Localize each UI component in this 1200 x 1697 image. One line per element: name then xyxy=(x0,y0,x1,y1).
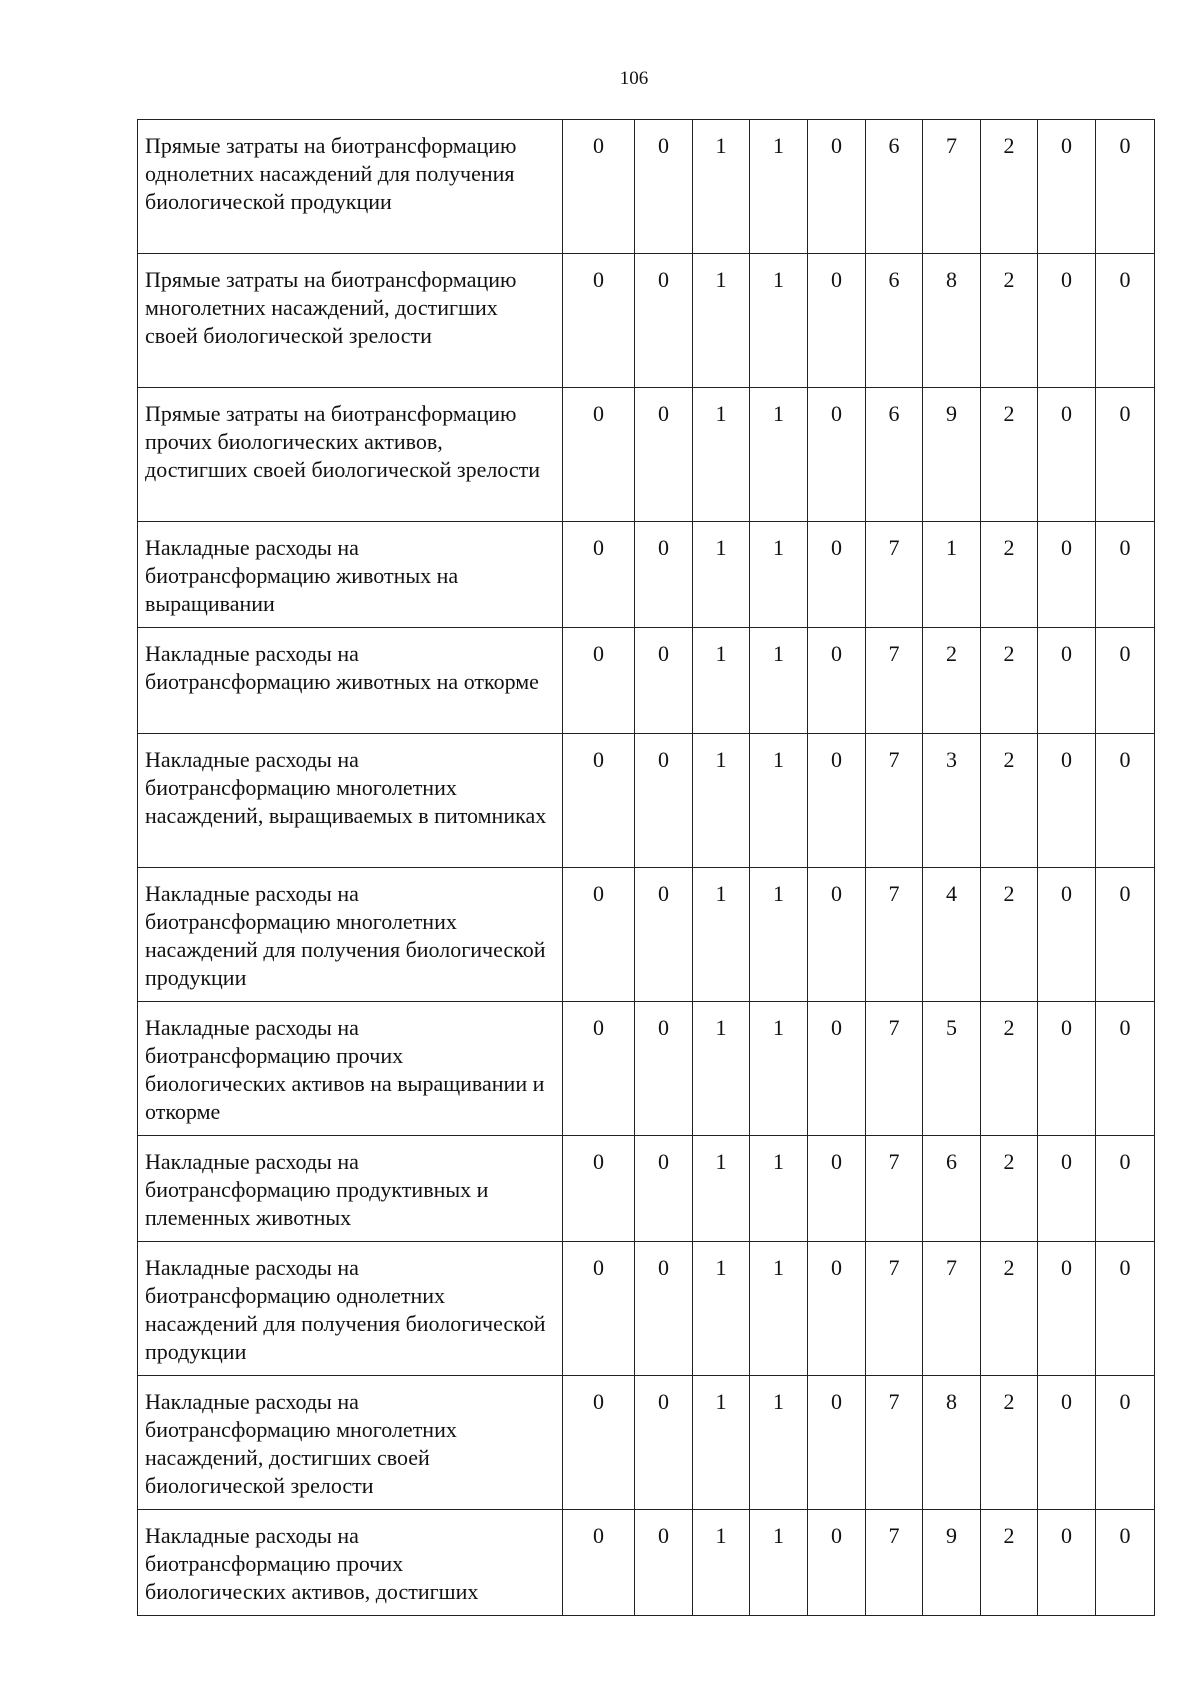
code-digit: 0 xyxy=(635,1136,693,1242)
code-digit: 1 xyxy=(750,388,808,522)
code-digit: 0 xyxy=(1096,1136,1155,1242)
row-label: Прямые затраты на биотрансформацию прочих биологических активов, достигших своей биологической зрелости xyxy=(138,388,563,522)
code-digit: 0 xyxy=(635,254,693,388)
code-digit: 8 xyxy=(923,1376,981,1510)
code-digit: 7 xyxy=(866,868,923,1002)
code-digit: 0 xyxy=(808,388,866,522)
table-row xyxy=(138,522,1155,628)
row-label: Накладные расходы на биотрансформацию животных на откорме xyxy=(138,628,563,734)
code-digit: 0 xyxy=(635,734,693,868)
code-digit: 0 xyxy=(563,1242,635,1376)
code-digit: 1 xyxy=(693,1510,750,1616)
code-digit: 7 xyxy=(923,1242,981,1376)
table-row xyxy=(138,868,1155,1002)
code-digit: 0 xyxy=(808,628,866,734)
code-digit: 2 xyxy=(981,1002,1038,1136)
code-digit: 1 xyxy=(693,1242,750,1376)
code-digit: 1 xyxy=(693,868,750,1002)
code-digit: 0 xyxy=(808,1510,866,1616)
code-digit: 0 xyxy=(635,1376,693,1510)
code-digit: 0 xyxy=(808,1002,866,1136)
code-digit: 0 xyxy=(1038,254,1096,388)
code-digit: 2 xyxy=(981,1510,1038,1616)
code-digit: 0 xyxy=(1096,388,1155,522)
code-digit: 2 xyxy=(981,1376,1038,1510)
code-digit: 0 xyxy=(808,1136,866,1242)
code-digit: 0 xyxy=(1096,522,1155,628)
row-label: Накладные расходы на биотрансформацию прочих биологических активов на выращивании и откорме xyxy=(138,1002,563,1136)
code-digit: 0 xyxy=(1096,868,1155,1002)
row-label: Накладные расходы на биотрансформацию многолетних насаждений, достигших своей биологической зрелости xyxy=(138,1376,563,1510)
code-digit: 0 xyxy=(1096,120,1155,254)
row-label: Прямые затраты на биотрансформацию однолетних насаждений для получения биологической продукции xyxy=(138,120,563,254)
code-digit: 0 xyxy=(1038,120,1096,254)
code-digit: 1 xyxy=(693,628,750,734)
code-digit: 0 xyxy=(563,734,635,868)
code-digit: 6 xyxy=(866,254,923,388)
code-digit: 7 xyxy=(866,1510,923,1616)
code-digit: 1 xyxy=(750,1376,808,1510)
code-digit: 1 xyxy=(693,1376,750,1510)
code-digit: 0 xyxy=(808,522,866,628)
code-digit: 7 xyxy=(866,1242,923,1376)
code-digit: 0 xyxy=(1038,1242,1096,1376)
code-digit: 7 xyxy=(866,522,923,628)
code-digit: 0 xyxy=(1038,388,1096,522)
code-digit: 2 xyxy=(981,1242,1038,1376)
code-digit: 0 xyxy=(635,120,693,254)
table-row xyxy=(138,254,1155,388)
row-label: Накладные расходы на биотрансформацию многолетних насаждений для получения биологической продукции xyxy=(138,868,563,1002)
code-digit: 0 xyxy=(563,628,635,734)
table-body xyxy=(138,120,1155,1616)
code-digit: 0 xyxy=(1096,1002,1155,1136)
table-row xyxy=(138,734,1155,868)
code-digit: 0 xyxy=(1096,1242,1155,1376)
code-digit: 5 xyxy=(923,1002,981,1136)
row-label: Прямые затраты на биотрансформацию многолетних насаждений, достигших своей биологической зрелости xyxy=(138,254,563,388)
code-digit: 1 xyxy=(750,1242,808,1376)
code-digit: 9 xyxy=(923,1510,981,1616)
code-digit: 1 xyxy=(750,734,808,868)
code-digit: 0 xyxy=(635,1002,693,1136)
cost-code-table xyxy=(137,119,1155,1616)
code-digit: 0 xyxy=(563,868,635,1002)
code-digit: 0 xyxy=(808,254,866,388)
code-digit: 0 xyxy=(1038,1510,1096,1616)
code-digit: 1 xyxy=(693,254,750,388)
code-digit: 0 xyxy=(1038,868,1096,1002)
code-digit: 4 xyxy=(923,868,981,1002)
code-digit: 1 xyxy=(750,1136,808,1242)
code-digit: 0 xyxy=(635,628,693,734)
code-digit: 9 xyxy=(923,388,981,522)
page-number: 106 xyxy=(619,68,649,89)
code-digit: 1 xyxy=(750,120,808,254)
code-digit: 2 xyxy=(923,628,981,734)
code-digit: 2 xyxy=(981,1136,1038,1242)
code-digit: 7 xyxy=(866,1002,923,1136)
row-label: Накладные расходы на биотрансформацию многолетних насаждений, выращиваемых в питомниках xyxy=(138,734,563,868)
code-digit: 1 xyxy=(750,1510,808,1616)
code-digit: 1 xyxy=(693,734,750,868)
code-digit: 1 xyxy=(693,388,750,522)
code-digit: 0 xyxy=(635,1242,693,1376)
code-digit: 1 xyxy=(693,120,750,254)
code-digit: 6 xyxy=(923,1136,981,1242)
code-digit: 0 xyxy=(563,522,635,628)
code-digit: 0 xyxy=(808,1242,866,1376)
code-digit: 2 xyxy=(981,734,1038,868)
code-digit: 1 xyxy=(693,1002,750,1136)
code-digit: 1 xyxy=(750,628,808,734)
code-digit: 7 xyxy=(866,628,923,734)
code-digit: 0 xyxy=(808,1376,866,1510)
code-digit: 0 xyxy=(563,1376,635,1510)
code-digit: 0 xyxy=(808,734,866,868)
row-label: Накладные расходы на биотрансформацию прочих биологических активов, достигших xyxy=(138,1510,563,1616)
code-digit: 3 xyxy=(923,734,981,868)
code-digit: 0 xyxy=(808,120,866,254)
code-digit: 1 xyxy=(923,522,981,628)
table-row xyxy=(138,1136,1155,1242)
code-digit: 0 xyxy=(1096,734,1155,868)
code-digit: 6 xyxy=(866,120,923,254)
table-row xyxy=(138,120,1155,254)
code-digit: 0 xyxy=(635,1510,693,1616)
code-digit: 1 xyxy=(750,868,808,1002)
code-digit: 0 xyxy=(1096,628,1155,734)
code-digit: 0 xyxy=(1096,1510,1155,1616)
code-digit: 0 xyxy=(1038,522,1096,628)
code-digit: 0 xyxy=(1096,254,1155,388)
code-digit: 7 xyxy=(866,1136,923,1242)
table-row xyxy=(138,628,1155,734)
code-digit: 2 xyxy=(981,628,1038,734)
table-row xyxy=(138,1376,1155,1510)
code-digit: 0 xyxy=(1038,628,1096,734)
code-digit: 7 xyxy=(866,1376,923,1510)
table-row xyxy=(138,1002,1155,1136)
code-digit: 1 xyxy=(693,522,750,628)
code-digit: 0 xyxy=(563,1136,635,1242)
code-digit: 1 xyxy=(750,522,808,628)
table-row xyxy=(138,388,1155,522)
code-digit: 0 xyxy=(1038,734,1096,868)
code-digit: 0 xyxy=(1096,1376,1155,1510)
code-digit: 2 xyxy=(981,868,1038,1002)
code-digit: 1 xyxy=(750,254,808,388)
code-digit: 7 xyxy=(923,120,981,254)
code-digit: 1 xyxy=(750,1002,808,1136)
code-digit: 0 xyxy=(563,1510,635,1616)
code-digit: 0 xyxy=(563,388,635,522)
code-digit: 7 xyxy=(866,734,923,868)
code-digit: 2 xyxy=(981,388,1038,522)
row-label: Накладные расходы на биотрансформацию однолетних насаждений для получения биологической продукции xyxy=(138,1242,563,1376)
code-digit: 0 xyxy=(563,1002,635,1136)
code-digit: 0 xyxy=(808,868,866,1002)
code-digit: 6 xyxy=(866,388,923,522)
row-label: Накладные расходы на биотрансформацию продуктивных и племенных животных xyxy=(138,1136,563,1242)
code-digit: 0 xyxy=(563,254,635,388)
code-digit: 0 xyxy=(563,120,635,254)
code-digit: 0 xyxy=(1038,1002,1096,1136)
code-digit: 0 xyxy=(1038,1376,1096,1510)
code-digit: 0 xyxy=(1038,1136,1096,1242)
code-digit: 0 xyxy=(635,868,693,1002)
code-digit: 2 xyxy=(981,254,1038,388)
row-label: Накладные расходы на биотрансформацию животных на выращивании xyxy=(138,522,563,628)
code-digit: 2 xyxy=(981,522,1038,628)
table-row xyxy=(138,1242,1155,1376)
code-digit: 8 xyxy=(923,254,981,388)
code-digit: 0 xyxy=(635,522,693,628)
code-digit: 0 xyxy=(635,388,693,522)
code-digit: 2 xyxy=(981,120,1038,254)
table-row xyxy=(138,1510,1155,1616)
code-digit: 1 xyxy=(693,1136,750,1242)
